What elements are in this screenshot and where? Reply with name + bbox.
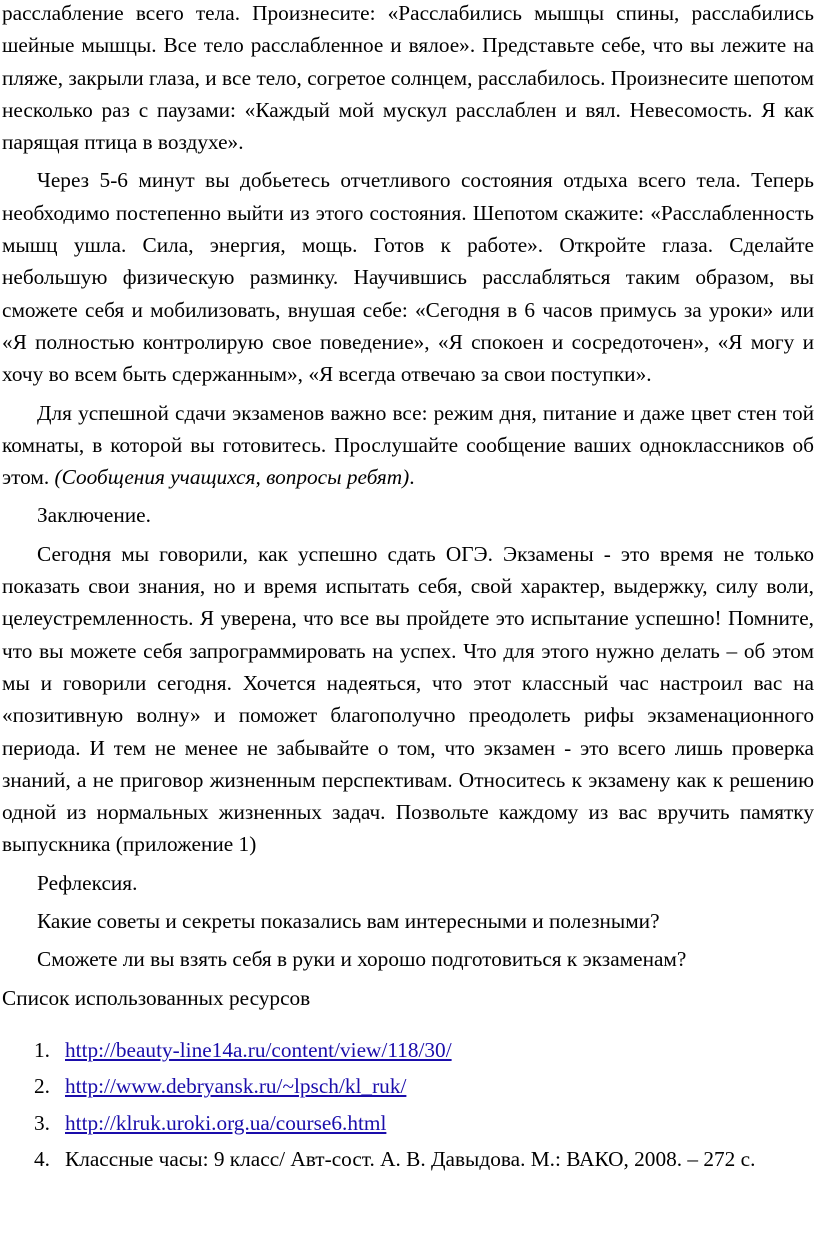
resource-item	[2, 1143, 814, 1175]
resource-number: 3.	[34, 1110, 50, 1135]
resource-link[interactable]: http://www.debryansk.ru/~lpsch/kl_ruk/	[65, 1074, 407, 1099]
resources-heading: Список использованных ресурсов	[2, 985, 311, 1010]
resource-number: 1.	[34, 1037, 50, 1062]
conclusion-heading: Заключение.	[37, 503, 151, 528]
resource-number: 4.	[34, 1146, 50, 1171]
resource-link[interactable]: http://beauty-line14a.ru/content/view/118/30/	[65, 1037, 452, 1062]
resource-link[interactable]: http://klruk.uroki.org.ua/course6.html	[65, 1110, 387, 1135]
paragraph-exit-state: Через 5-6 минут вы добьетесь отчетливого состояния отдыха всего тела. Теперь необходимо постепенно выйти из этого состояния. Шепотом скажите: «Расслабленность мышц ушла. Сила, энергия, мощь. Готов к работе». Откройте глаза. Сделайте небольшую физическую разминку. Научившись расслабляться таким образом, вы сможете себя и мобилизовать, внушая себе: «Сегодня в 6 часов примусь за уроки» или «Я полностью контролирую свое поведение», «Я спокоен и сосредоточен», «Я могу и хочу во всем быть сдержанным», «Я всегда отвечаю за свои поступки».	[2, 168, 814, 387]
resource-item	[2, 1107, 814, 1139]
resource-item	[2, 1070, 814, 1102]
paragraph-exam-preparation-end: .	[409, 465, 415, 490]
paragraph-conclusion: Сегодня мы говорили, как успешно сдать ОГЭ. Экзамены - это время не только показать свои знания, но и время испытать себя, свой характер, выдержку, силу воли, целеустремленность. Я уверена, что все вы пройдете это испытание успешно! Помните, что вы можете себя запрограммировать на успех. Что для этого нужно делать – об этом мы и говорили сегодня. Хочется надеяться, что этот классный час настроил вас на «позитивную волну» и поможет благополучно преодолеть рифы экзаменационного периода. И тем не менее не забывайте о том, что экзамен - это всего лишь проверка знаний, а не приговор жизненным перспективам. Относитесь к экзамену как к решению одной из нормальных жизненных задач. Позвольте каждому из вас вручить памятку выпускника (приложение 1)	[2, 541, 814, 857]
reflection-question-2: Сможете ли вы взять себя в руки и хорошо подготовиться к экзаменам?	[37, 947, 687, 972]
resource-number: 2.	[34, 1074, 50, 1099]
paragraph-exam-preparation-note: (Сообщения учащихся, вопросы ребят)	[54, 465, 410, 490]
reflection-heading: Рефлексия.	[37, 870, 138, 895]
reflection-question-1: Какие советы и секреты показались вам интересными и полезными?	[37, 909, 660, 934]
paragraph-exam-preparation	[2, 397, 814, 494]
resources-list	[2, 1034, 814, 1175]
resource-text: Классные часы: 9 класс/ Авт-сост. А. В. Давыдова. М.: ВАКО, 2008. – 272 с.	[65, 1146, 756, 1171]
resource-item	[2, 1034, 814, 1066]
paragraph-exam-preparation-text: Для успешной сдачи экзаменов важно все: режим дня, питание и даже цвет стен той комнаты, в которой вы готовитесь. Прослушайте сообщение ваших одноклассников об этом.	[2, 400, 814, 490]
paragraph-relaxation: расслабление всего тела. Произнесите: «Расслабились мышцы спины, расслабились шейные мышцы. Все тело расслабленное и вялое». Представьте себе, что вы лежите на пляже, закрыли глаза, и все тело, согретое солнцем, расслабилось. Произнесите шепотом несколько раз с паузами: «Каждый мой мускул расслаблен и вял. Невесомость. Я как парящая птица в воздухе».	[2, 1, 814, 155]
